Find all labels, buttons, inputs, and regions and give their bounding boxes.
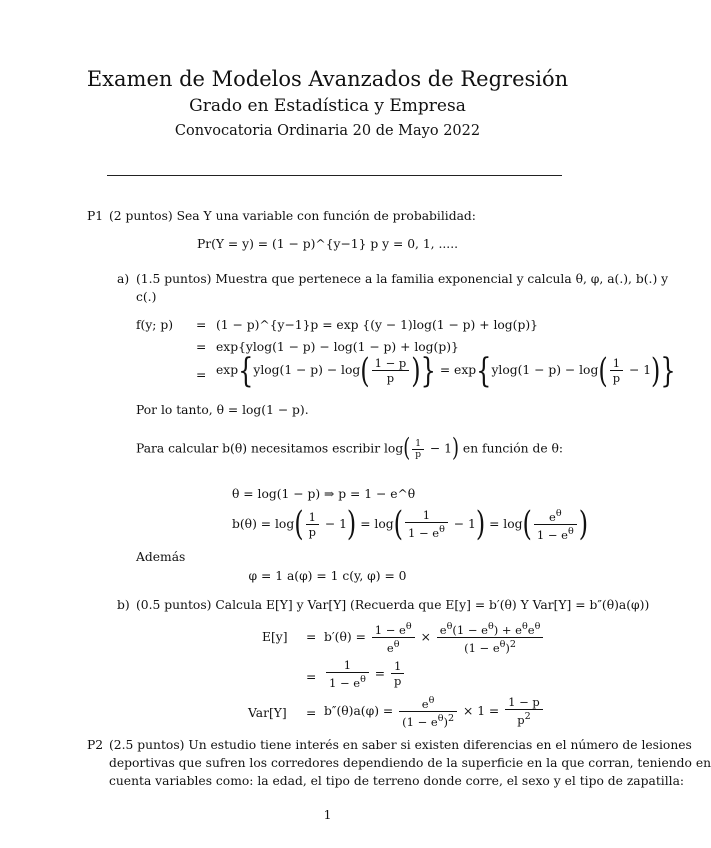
header-divider: [107, 175, 562, 176]
a-label: a): [117, 272, 130, 286]
var-row: b″(θ)a(φ) = $\frac{e^\theta}{(1 - e^\theta)^2}$ × 1 = $\frac{1 - p}{p^2}$: [324, 694, 545, 729]
p1-pmf: [0, 237, 655, 251]
p2-line3: cuenta variables como: la edad, el tipo de terreno donde corre, el sexo y el tipo de zapatilla:: [109, 774, 685, 788]
eq-sign-3: =: [196, 368, 207, 382]
eq-sign-1: =: [196, 318, 207, 332]
p2-line1: (2.5 puntos) Un estudio tiene interés en saber si existen diferencias en el número de lesiones: [109, 738, 692, 752]
f-row2: exp{ylog(1 − p) − log(1 − p) + log(p)}: [216, 340, 459, 354]
pmf-formula: Pr(Y = y) = (1 − p)^{y−1} p y = 0, 1, .....: [196, 237, 459, 251]
p1-intro: (2 puntos) Sea Y una variable con función de probabilidad:: [109, 209, 476, 223]
exam-subtitle: Grado en Estadística y Empresa: [189, 96, 466, 116]
f-lhs: f(y; p): [136, 318, 174, 332]
ey-row2: $\frac{1}{1 - e^\theta}$ = $\frac{1}{p}$: [324, 658, 406, 690]
b-label: b): [117, 598, 130, 612]
eq-sign-5: =: [306, 670, 317, 684]
b-intro-text: Para calcular b(θ) necesitamos escribir: [136, 441, 381, 456]
p2-label: P2: [87, 738, 104, 752]
b-text: (0.5 puntos) Calcula E[Y] y Var[Y] (Recuerda que E[y] = b′(θ) Y Var[Y] = b″(θ)a(φ)): [136, 598, 650, 612]
density-derivation: [136, 318, 676, 398]
theta-p-relation: θ = log(1 − p) ⇒ p = 1 − e^θ: [232, 487, 416, 501]
eq-sign-6: =: [306, 706, 317, 720]
f-row3: exp{ylog(1 − p) − log( $\frac{1 - p}{p}$ )} = exp{ylog(1 − p) − log( $\frac{1}{p}$ − 1)}: [216, 350, 676, 391]
phi-line: φ = 1 a(φ) = 1 c(y, φ) = 0: [248, 569, 407, 583]
p1-label: P1: [87, 209, 104, 223]
page-number: 1: [323, 808, 332, 822]
b-theta-expression: b(θ) = log( $\frac{1}{p}$ − 1) = log( $\frac{1}{1 - e^\theta}$ − 1) = log( $\frac{e^\theta}{1 - e^\theta}$ ): [232, 504, 589, 544]
var-lhs: Var[Y]: [248, 706, 287, 720]
a-text-line1: (1.5 puntos) Muestra que pertenece a la familia exponencial y calcula θ, φ, a(.), b(.) y: [136, 272, 669, 286]
exam-title: Examen de Modelos Avanzados de Regresión: [86, 67, 569, 91]
f-row1: (1 − p)^{y−1}p = exp {(y − 1)log(1 − p) + log(p)}: [216, 318, 538, 332]
a-text-line2: c(.): [136, 290, 157, 304]
eq-sign-2: =: [196, 340, 207, 354]
ey-row1: b′(θ) = $\frac{1 - e^\theta}{e^\theta}$ × $\frac{e^\theta(1 - e^\theta) + e^\theta e^\theta}{(1 - e^\theta)^2}$: [324, 620, 545, 655]
b-intro-end: en función de θ:: [462, 441, 564, 456]
moments-derivation: [240, 620, 640, 730]
exam-session: Convocatoria Ordinaria 20 de Mayo 2022: [174, 123, 481, 139]
ey-lhs: E[y]: [262, 630, 288, 644]
ademas-label: Además: [136, 550, 186, 564]
p2-line2: deportivas que sufren los corredores dependiendo de la superficie en la que corran, teniendo en: [109, 756, 711, 770]
theta-result: Por lo tanto, θ = log(1 − p).: [136, 403, 309, 417]
b-intro: Para calcular b(θ) necesitamos escribir log( $\frac{1}{p}$ − 1) en función de θ:: [136, 433, 564, 463]
eq-sign-4: =: [306, 630, 317, 644]
